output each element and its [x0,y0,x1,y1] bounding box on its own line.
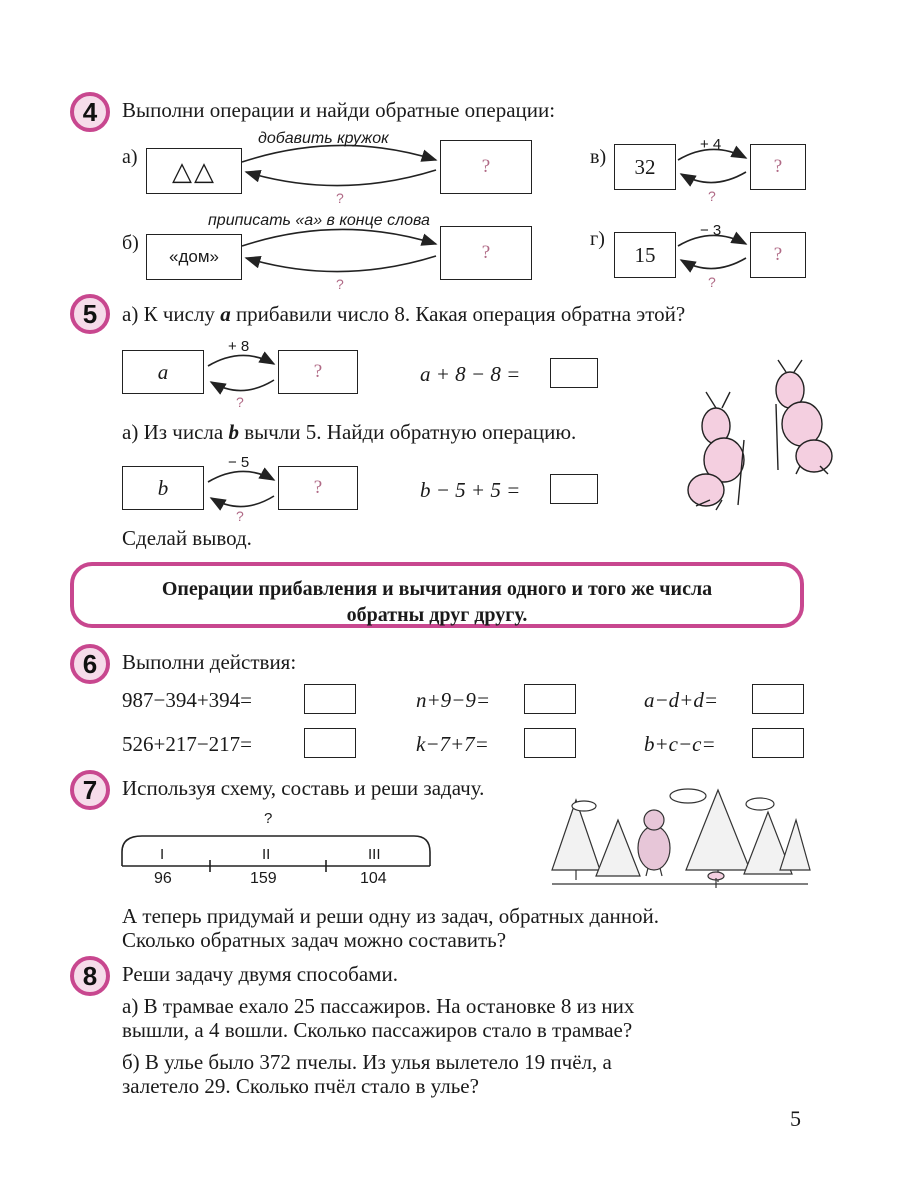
task-7-number: 7 [70,770,110,810]
question-mark: ? [773,244,783,265]
task-5a-answer-box[interactable] [550,358,598,388]
question-mark: ? [481,242,491,263]
task-4g-result-box[interactable] [750,232,806,278]
task-8-number: 8 [70,956,110,996]
task-6-expression: k−7+7= [416,732,489,756]
question-mark: ? [773,156,783,177]
task-8a-line-1: а) В трамвае ехало 25 пассажиров. На остановке 8 из них [122,994,635,1018]
segment-value-1: 96 [154,870,172,887]
task-4b-start-box: «дом» [146,234,242,280]
inverse-arrow [211,496,274,507]
ants-illustration [688,360,832,510]
question-mark: ? [313,477,323,498]
task-8b-line-1: б) В улье было 372 пчелы. Из улья вылетело 19 пчёл, а [122,1050,612,1074]
task-4g-start-box: 15 [614,232,676,278]
task-8b-line-2: залетело 29. Сколько пчёл стало в улье? [122,1074,479,1098]
inverse-arrow [681,172,746,183]
task-5b-expression: b − 5 + 5 = [420,478,521,502]
segment-label-3: III [368,846,381,863]
task-5a-start-box: a [122,350,204,394]
task-4v-inverse-question: ? [708,188,716,204]
task-4a-start-box: △△ [146,148,242,194]
task-6-expression: 987−394+394= [122,688,253,712]
segment-scheme [122,836,430,872]
task-5b-result-box[interactable] [278,466,358,510]
task-5-conclusion: Сделай вывод. [122,526,252,550]
task-5-number: 5 [70,294,110,334]
task-6-expression: n+9−9= [416,688,491,712]
forward-arrow [208,355,274,366]
task-7-text: Используя схему, составь и реши задачу. [122,776,485,800]
rule-box [70,562,804,628]
task-4-number: 4 [70,92,110,132]
task-4v-label: в) [590,146,607,168]
task-5b-text: а) Из числа b вычли 5. Найди обратную операцию. [122,420,577,444]
task-8-text: Реши задачу двумя способами. [122,962,398,986]
rule-line-1: Операции прибавления и вычитания одного и того же числа [161,578,713,600]
scheme-total-question: ? [264,810,273,827]
task-5a-expression: a + 8 − 8 = [420,362,521,386]
task-4v-start-box: 32 [614,144,676,190]
task-4a-result-box[interactable] [440,140,532,194]
task-4b-inverse-question: ? [336,276,344,292]
task-6-expression: 526+217−217= [122,732,253,756]
task-4g-inverse-question: ? [708,274,716,290]
question-mark: ? [313,361,323,382]
forest-bear-illustration [552,789,810,888]
inverse-arrow [211,380,274,391]
task-4a-label: а) [122,146,138,168]
task-4g-label: г) [590,228,605,250]
segment-value-3: 104 [360,870,387,887]
forward-arrow [208,471,274,482]
task-4-text: Выполни операции и найди обратные операции: [122,98,556,122]
question-mark: ? [481,156,491,177]
task-6-number: 6 [70,644,110,684]
task-6-text: Выполни действия: [122,650,297,674]
task-5b-operation: − 5 [228,454,250,471]
task-6-expression: b+c−c= [644,732,716,756]
task-5a-text: а) К числу a прибавили число 8. Какая операция обратна этой? [122,302,686,326]
task-5a-inverse-question: ? [236,394,244,410]
task-4b-label: б) [122,232,139,254]
task-6-answer-box[interactable] [524,684,576,714]
task-4a-inverse-question: ? [336,190,344,206]
rule-line-2: обратны друг другу. [346,604,528,626]
task-5a-operation: + 8 [228,338,250,355]
task-6-answer-box[interactable] [752,728,804,758]
task-6-answer-box[interactable] [304,684,356,714]
forward-arrow [242,229,436,246]
task-4a-operation: добавить кружок [258,130,389,147]
task-6-expression: a−d+d= [644,688,719,712]
segment-label-2: II [262,846,271,863]
task-5b-start-box: b [122,466,204,510]
task-7-followup-line-2: Сколько обратных задач можно составить? [122,928,507,952]
task-4v-operation: + 4 [700,136,722,153]
task-4b-result-box[interactable] [440,226,532,280]
segment-value-2: 159 [250,870,277,887]
task-4g-operation: − 3 [700,222,722,239]
task-6-answer-box[interactable] [524,728,576,758]
variable-b: b [228,420,239,444]
task-6-answer-box[interactable] [304,728,356,758]
task-6-answer-box[interactable] [752,684,804,714]
segment-label-1: I [160,846,165,863]
task-5b-inverse-question: ? [236,508,244,524]
task-5b-answer-box[interactable] [550,474,598,504]
task-7-followup-line-1: А теперь придумай и реши одну из задач, обратных данной. [122,904,660,928]
task-8a-line-2: вышли, а 4 вошли. Сколько пассажиров стало в трамвае? [122,1018,633,1042]
task-4b-operation: приписать «а» в конце слова [208,212,430,229]
inverse-arrow [246,256,436,272]
task-4v-result-box[interactable] [750,144,806,190]
inverse-arrow [681,258,746,269]
task-5a-result-box[interactable] [278,350,358,394]
page-number: 5 [790,1106,801,1131]
variable-a: a [220,302,231,326]
inverse-arrow [246,170,436,186]
